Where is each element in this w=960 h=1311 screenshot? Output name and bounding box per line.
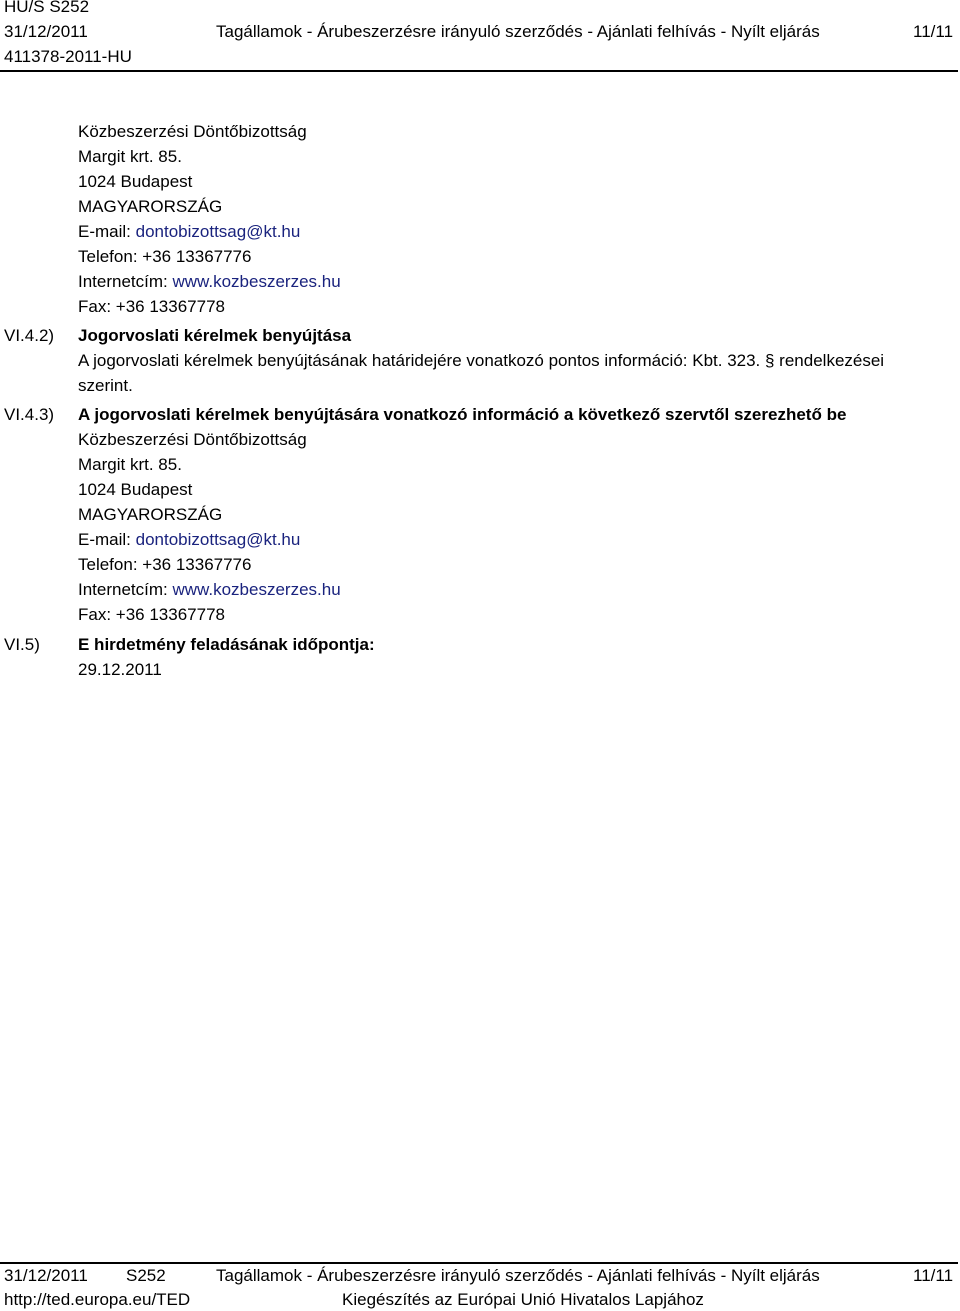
header-date: 31/12/2011 bbox=[4, 22, 88, 41]
contact1-web-label: Internetcím: bbox=[78, 272, 173, 291]
contact1-country: MAGYARORSZÁG bbox=[78, 197, 223, 216]
contact1-email-row bbox=[78, 222, 300, 242]
section-6-4-2-heading: Jogorvoslati kérelmek benyújtása bbox=[78, 326, 352, 345]
footer-url: http://ted.europa.eu/TED bbox=[4, 1290, 191, 1309]
contact2-email-row bbox=[78, 530, 300, 550]
footer-journal: S252 bbox=[126, 1266, 166, 1285]
section-6-4-2-number: VI.4.2) bbox=[4, 326, 55, 345]
contact2-email-label: E-mail: bbox=[78, 530, 136, 549]
contact1-phone: Telefon: +36 13367776 bbox=[78, 247, 252, 266]
contact2-web-link[interactable]: www.kozbeszerzes.hu bbox=[172, 580, 341, 599]
section-6-4-3-number: VI.4.3) bbox=[4, 405, 55, 424]
footer-supplement: Kiegészítés az Európai Unió Hivatalos Lapjához bbox=[342, 1290, 704, 1309]
section-6-5-number: VI.5) bbox=[4, 635, 40, 654]
contact2-web-row bbox=[78, 580, 341, 600]
section-6-5-heading: E hirdetmény feladásának időpontja: bbox=[78, 635, 375, 654]
contact2-street: Margit krt. 85. bbox=[78, 455, 182, 474]
footer-page-number: 11/11 bbox=[913, 1266, 954, 1285]
contact1-web-link[interactable]: www.kozbeszerzes.hu bbox=[172, 272, 341, 291]
contact2-phone: Telefon: +36 13367776 bbox=[78, 555, 252, 574]
contact1-web-row bbox=[78, 272, 341, 292]
footer-date: 31/12/2011 bbox=[4, 1266, 88, 1285]
dispatch-date: 29.12.2011 bbox=[78, 660, 162, 679]
contact2-email-link[interactable]: dontobizottsag@kt.hu bbox=[135, 530, 301, 549]
footer-title: Tagállamok - Árubeszerzésre irányuló szerződés - Ajánlati felhívás - Nyílt eljárás bbox=[216, 1266, 820, 1285]
contact1-street: Margit krt. 85. bbox=[78, 147, 182, 166]
document-id: 411378-2011-HU bbox=[4, 47, 132, 66]
header-page-number: 11/11 bbox=[913, 22, 954, 41]
contact1-fax: Fax: +36 13367778 bbox=[78, 297, 225, 316]
footer-divider bbox=[0, 1262, 958, 1264]
contact2-fax: Fax: +36 13367778 bbox=[78, 605, 225, 624]
contact1-name: Közbeszerzési Döntőbizottság bbox=[78, 122, 307, 141]
contact1-city: 1024 Budapest bbox=[78, 172, 193, 191]
contact2-city: 1024 Budapest bbox=[78, 480, 193, 499]
contact2-country: MAGYARORSZÁG bbox=[78, 505, 223, 524]
journal-code: HU/S S252 bbox=[4, 0, 90, 16]
section-6-4-2-text-line1: A jogorvoslati kérelmek benyújtásának határidejére vonatkozó pontos információ: Kbt. 323. § rendelkezései bbox=[78, 351, 885, 370]
section-6-4-3-heading: A jogorvoslati kérelmek benyújtására vonatkozó információ a következő szervtől szerezhető be bbox=[78, 405, 847, 424]
contact2-name: Közbeszerzési Döntőbizottság bbox=[78, 430, 307, 449]
header-title: Tagállamok - Árubeszerzésre irányuló szerződés - Ajánlati felhívás - Nyílt eljárás bbox=[216, 22, 820, 41]
contact2-web-label: Internetcím: bbox=[78, 580, 173, 599]
section-6-4-2-text-line2: szerint. bbox=[78, 376, 133, 395]
contact1-email-link[interactable]: dontobizottsag@kt.hu bbox=[135, 222, 301, 241]
header-divider bbox=[0, 70, 958, 72]
contact1-email-label: E-mail: bbox=[78, 222, 136, 241]
